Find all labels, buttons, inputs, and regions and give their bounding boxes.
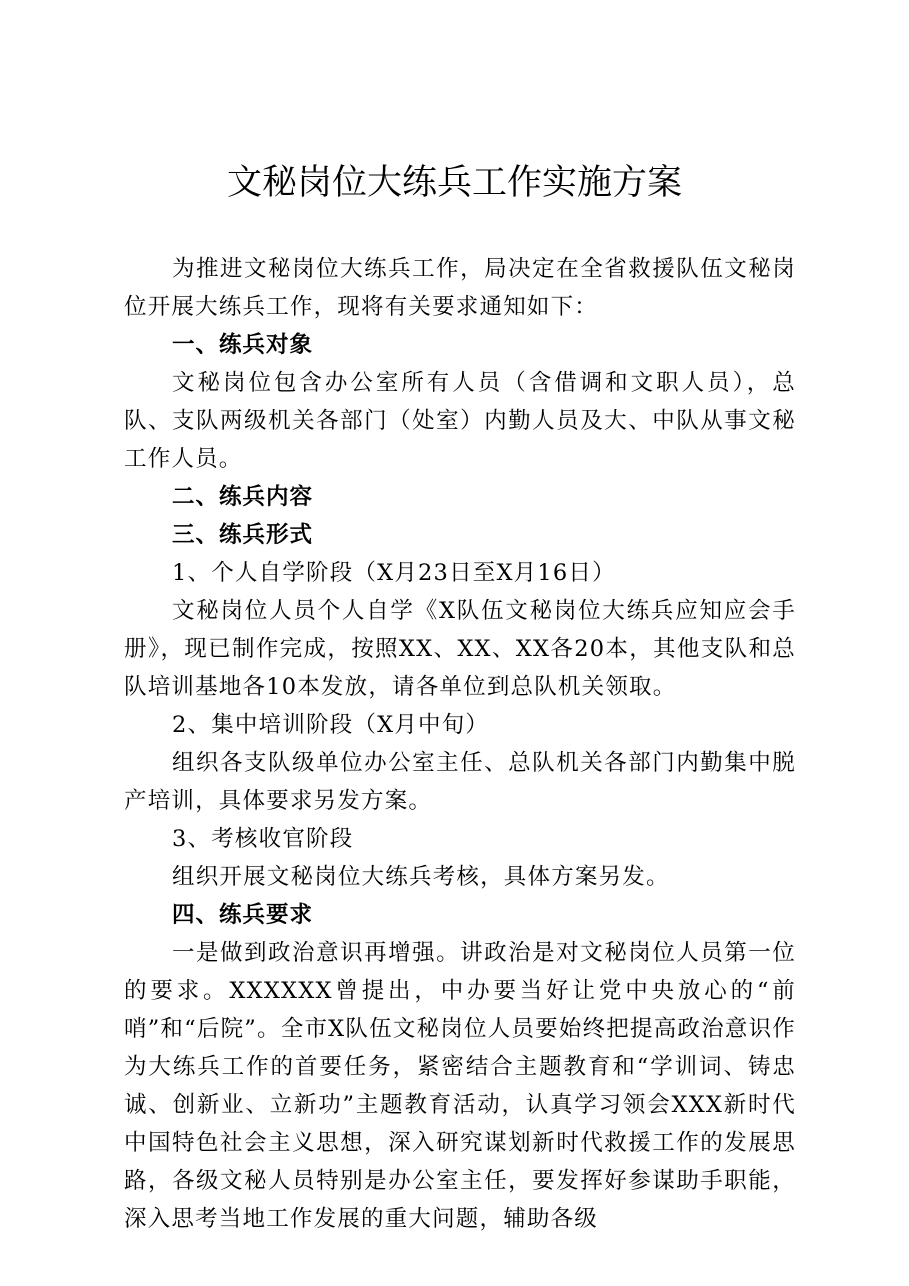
format-item-2-title: 2、集中培训阶段（X月中旬） [172,712,490,738]
format-item-3-text: 组织开展文秘岗位大练兵考核，具体方案另发。 [172,864,670,890]
document-title: 文秘岗位大练兵工作实施方案 [226,163,682,203]
intro-paragraph: 为推进文秘岗位大练兵工作，局决定在全省救援队伍文秘岗位开展大练兵工作，现将有关要求通知如下： [124,256,796,320]
section-targets-text: 文秘岗位包含办公室所有人员（含借调和文职人员），总队、支队两级机关各部门（处室）内勤人员及大、中队从事文秘工作人员。 [124,370,796,472]
section-heading-format: 三、练兵形式 [172,522,314,548]
section-heading-content: 二、练兵内容 [172,484,314,510]
format-item-3-title: 3、考核收官阶段 [172,826,354,852]
section-requirements-text: 一是做到政治意识再增强。讲政治是对文秘岗位人员第一位的要求。XXXXXX曾提出，中办要当好让党中央放心的“前哨”和“后院”。全市X队伍文秘岗位人员要始终把提高政治意识作为大练兵工作的首要任务，紧密结合主题教育和“学训词、铸忠诚、创新业、立新功”主题教育活动，认真学习领会XXX新时代中国特色社会主义思想，深入研究谋划新时代救援工作的发展思路，各级文秘人员特别是办公室主任，要发挥好参谋助手职能，深入思考当地工作发展的重大问题，辅助各级 [124,940,796,1232]
document-body [124,250,796,1238]
section-heading-targets: 一、练兵对象 [172,332,314,358]
format-item-2-text: 组织各支队级单位办公室主任、总队机关各部门内勤集中脱产培训，具体要求另发方案。 [124,750,796,814]
section-heading-requirements: 四、练兵要求 [172,902,314,928]
format-item-1-text: 文秘岗位人员个人自学《X队伍文秘岗位大练兵应知应会手册》，现已制作完成，按照XX、XX、XX各20本，其他支队和总队培训基地各10本发放，请各单位到总队机关领取。 [124,598,796,700]
format-item-1-title: 1、个人自学阶段（X月23日至X月16日） [172,560,616,586]
